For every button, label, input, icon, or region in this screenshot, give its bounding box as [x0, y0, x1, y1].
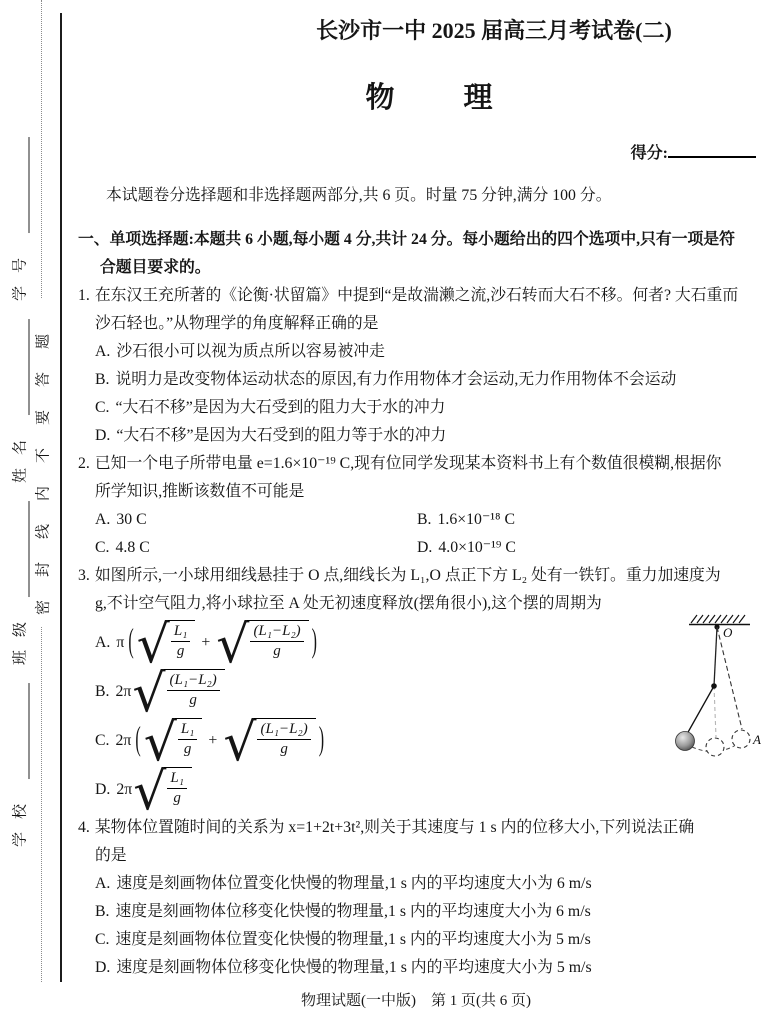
numerator: L₁: [178, 720, 198, 740]
numerator: (L₁−L₂): [257, 720, 310, 740]
section-heading: [78, 226, 760, 282]
score-label: 得分:: [630, 145, 668, 162]
right-paren: ): [311, 623, 317, 660]
option-label: B.: [95, 903, 110, 920]
option-d: [78, 422, 760, 450]
seal-student-fields: [9, 137, 30, 853]
option-label: A.: [95, 875, 111, 892]
string-upper: [714, 627, 717, 686]
coefficient: 2π: [116, 780, 133, 798]
radicand: [175, 718, 203, 763]
square-root: [223, 712, 315, 773]
fraction: [257, 720, 310, 759]
square-root: [132, 663, 224, 724]
sqrt-radical-icon: √: [223, 712, 257, 773]
radicand: [168, 620, 196, 665]
option-text: 沙石很小可以视为质点所以容易被冲走: [116, 343, 385, 360]
plus-operator: +: [201, 633, 211, 651]
vertical-dashed: [714, 686, 716, 737]
sqrt-radical-icon: √: [132, 663, 166, 724]
radicand: [164, 767, 192, 812]
stem-text: g,不计空气阻力,将小球拉至 A 处无初速度释放(摆角很小),这个摆的周期为: [95, 595, 602, 612]
question-stem: [78, 282, 760, 310]
option-label: D.: [95, 427, 111, 444]
numerator: L₁: [171, 622, 191, 642]
stem-text: 某物体位置随时间的关系为 x=1+2t+3t²,则关于其速度与 1 s 内的位移大小,下列说法正确: [94, 819, 695, 836]
numerator: (L₁−L₂): [250, 622, 303, 642]
release-string-dashed: [717, 627, 742, 729]
option-text: 速度是刻画物体位移变化快慢的物理量,1 s 内的平均速度大小为 5 m/s: [116, 959, 592, 976]
option-grid: [78, 506, 760, 562]
string-lower: [687, 686, 714, 734]
sqrt-radical-icon: √: [216, 614, 250, 675]
option-b: [417, 506, 760, 534]
ball-ghost-a: [732, 730, 750, 748]
seal-warning-text: 密封线内不要答题: [32, 299, 53, 627]
square-root: [143, 712, 203, 773]
square-root: [136, 614, 196, 675]
sqrt-radical-icon: √: [133, 761, 167, 822]
option-text: 1.6×10⁻¹⁸ C: [437, 511, 516, 528]
denominator: g: [189, 691, 197, 708]
radicand: [254, 718, 315, 763]
ball-ghost-middle: [706, 738, 724, 756]
section-heading-line: 合题目要求的。: [100, 259, 211, 276]
option-label: B.: [95, 682, 110, 700]
page-footer: 物理试题(一中版) 第 1 页(共 6 页): [301, 993, 531, 1009]
question-4: [78, 814, 760, 982]
option-label: A.: [95, 343, 111, 360]
radicand: [164, 669, 225, 714]
option-text: 4.8 C: [115, 539, 150, 556]
denominator: g: [176, 642, 185, 659]
fraction: [167, 671, 220, 710]
question-number: 1.: [78, 287, 90, 304]
score-row: [78, 142, 760, 166]
option-label: C.: [95, 731, 110, 749]
radicand: [247, 620, 308, 665]
question-1: [78, 282, 760, 450]
question-number: 2.: [78, 455, 90, 472]
question-stem: [78, 450, 760, 478]
plus-operator: +: [208, 731, 218, 749]
right-paren: ): [318, 721, 325, 758]
fraction: [178, 720, 198, 759]
denominator: g: [280, 740, 288, 757]
stem-text: 在东汉王充所著的《论衡·状留篇》中提到“是故湍濑之流,沙石转而大石不移。何者? 大石重而: [94, 287, 739, 304]
option-label: B.: [417, 511, 432, 528]
option-b: [78, 898, 760, 926]
class-blank: [16, 501, 30, 597]
question-number: 4.: [78, 819, 90, 836]
option-text: “大石不移”是因为大石受到的阻力大于水的冲力: [115, 399, 446, 416]
option-label: D.: [417, 539, 433, 556]
left-paren: (: [128, 623, 134, 660]
name-blank: [16, 319, 30, 415]
option-c: [95, 534, 417, 562]
option-text: 速度是刻画物体位置变化快慢的物理量,1 s 内的平均速度大小为 5 m/s: [115, 931, 591, 948]
pendulum-figure: [651, 610, 769, 762]
coefficient: π: [116, 633, 125, 651]
question-stem: [78, 814, 760, 842]
sqrt-radical-icon: √: [143, 712, 177, 773]
option-text: 速度是刻画物体位移变化快慢的物理量,1 s 内的平均速度大小为 6 m/s: [115, 903, 591, 920]
denominator: g: [173, 789, 181, 806]
subject-title: 物 理: [365, 82, 513, 114]
left-paren: (: [135, 721, 141, 758]
class-label: 班级: [12, 609, 29, 666]
option-text: 速度是刻画物体位置变化快慢的物理量,1 s 内的平均速度大小为 6 m/s: [116, 875, 592, 892]
intro-paragraph: 本试题卷分选择题和非选择题两部分,共 6 页。时量 75 分钟,满分 100 分。: [106, 187, 612, 204]
option-c: [78, 394, 760, 422]
option-text: 说明力是改变物体运动状态的原因,有力作用物体才会运动,无力作用物体不会运动: [115, 371, 677, 388]
stem-text: 已知一个电子所带电量 e=1.6×10⁻¹⁹ C,现有位同学发现某本资料书上有个数值很模糊,根据你: [94, 455, 722, 472]
option-label: A.: [95, 511, 111, 528]
option-a: [78, 870, 760, 898]
option-label: C.: [95, 399, 110, 416]
school-label: 学校: [12, 791, 29, 848]
name-label: 姓名: [12, 426, 29, 483]
option-label: D.: [95, 780, 111, 798]
denominator: g: [273, 642, 281, 659]
option-text: 30 C: [116, 511, 147, 528]
stem-text: 沙石轻也。”从物理学的角度解释正确的是: [95, 315, 379, 332]
coefficient: 2π: [115, 682, 132, 700]
school-blank: [16, 683, 30, 779]
fraction: [250, 622, 303, 661]
option-label: D.: [95, 959, 111, 976]
score-blank: [668, 142, 756, 158]
ball-a-label: A: [753, 732, 761, 747]
option-d: [78, 954, 760, 982]
question-stem: [78, 562, 760, 590]
option-label: C.: [95, 539, 110, 556]
stem-text: 所学知识,推断该数值不可能是: [95, 483, 305, 500]
coefficient: 2π: [115, 731, 132, 749]
section-heading-line: 一、单项选择题:本题共 6 小题,每小题 4 分,共计 24 分。每小题给出的四个选项中,只有一项是符: [78, 231, 735, 248]
fraction: [167, 769, 187, 808]
sqrt-radical-icon: √: [136, 614, 170, 675]
stem-text: 的是: [95, 847, 127, 864]
denominator: g: [183, 740, 192, 757]
option-a: [95, 506, 417, 534]
numerator: (L₁−L₂): [167, 671, 220, 691]
ceiling-hatch: [689, 615, 750, 625]
student-id-label: 学号: [12, 244, 29, 301]
exam-content: [62, 0, 768, 982]
stem-text: 如图所示,一小球用细线悬挂于 O 点,细线长为 L₁,O 点正下方 L₂ 处有一铁钉。重力加速度为: [94, 567, 721, 584]
option-d: [417, 534, 760, 562]
pivot-o-label: O: [723, 625, 733, 640]
numerator: L₁: [167, 769, 187, 789]
option-d-formula: [78, 761, 760, 822]
option-c: [78, 926, 760, 954]
student-id-blank: [16, 137, 30, 233]
question-number: 3.: [78, 567, 90, 584]
option-text: “大石不移”是因为大石受到的阻力等于水的冲力: [116, 427, 447, 444]
option-label: C.: [95, 931, 110, 948]
square-root: [216, 614, 308, 675]
exam-title: 长沙市一中 2025 届高三月考试卷(二): [316, 18, 672, 43]
option-text: 4.0×10⁻¹⁹ C: [438, 539, 516, 556]
option-a: [78, 338, 760, 366]
square-root: [133, 761, 192, 822]
fraction: [171, 622, 191, 661]
ball-solid: [676, 732, 695, 751]
question-2: [78, 450, 760, 562]
option-label: A.: [95, 633, 111, 651]
option-label: B.: [95, 371, 110, 388]
option-b: [78, 366, 760, 394]
